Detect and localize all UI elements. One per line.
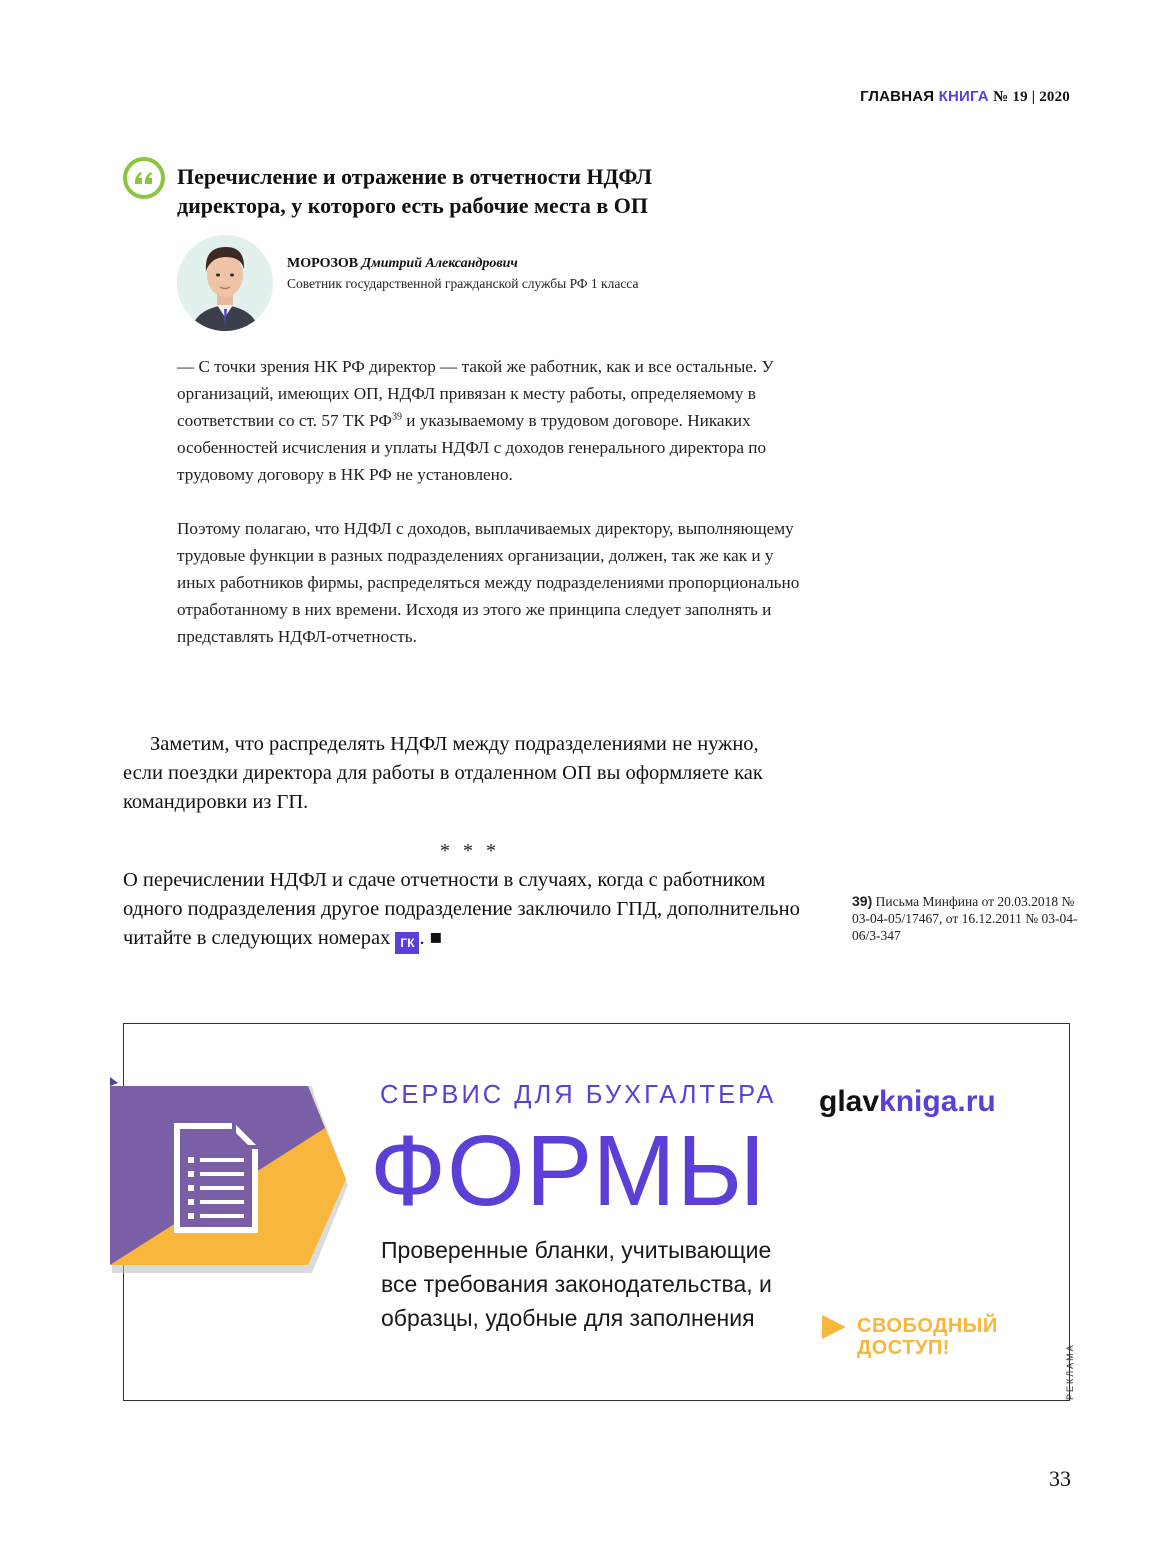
quote-text-a: — С точки зрения НК РФ директор — такой же работник, как и все остальные. У организаций, имеющих ОП, НДФЛ привязан к месту работы, определяемому в соответствии со ст. 57 ТК РФ (177, 357, 774, 430)
author-surname: МОРОЗОВ (287, 256, 359, 271)
author-position: Советник государственной гражданской службы РФ 1 класса (287, 276, 639, 291)
site-part-glav: glav (819, 1085, 880, 1118)
document-graphic (108, 1073, 353, 1273)
brand-glavnaya: ГЛАВНАЯ (860, 88, 935, 105)
quote-text-b: и указываемому в трудовом договоре. Никаких особенностей исчисления и уплаты НДФЛ с доходов генерального директора по трудовому договору в НК РФ не установлено. (177, 411, 767, 484)
cta-line-2: ДОСТУП! (857, 1337, 950, 1359)
expert-quote (177, 353, 802, 677)
site-link[interactable] (819, 1085, 996, 1119)
page-number: 33 (1049, 1466, 1071, 1491)
ad-headline: ФОРМЫ (370, 1115, 767, 1227)
issue-number: № 19 | 2020 (993, 89, 1070, 105)
author-given-name: Дмитрий Александрович (361, 256, 518, 271)
running-header (860, 88, 1070, 106)
body-paragraph-2 (123, 866, 803, 954)
site-part-kniga: kniga.ru (879, 1085, 996, 1118)
play-arrow-icon (820, 1313, 848, 1341)
end-mark: . ■ (419, 927, 443, 949)
gk-badge: ГК (395, 932, 419, 954)
author-photo (177, 235, 273, 331)
cta-line-1: СВОБОДНЫЙ (857, 1315, 998, 1337)
body-paragraph-1: Заметим, что распределять НДФЛ между подразделениями не нужно, если поездки директора для работы в отдаленном ОП вы оформляете как командировки из ГП. (123, 733, 763, 813)
separator: * * * (440, 840, 500, 862)
footnote (852, 893, 1082, 944)
ad-label: РЕКЛАМА (1065, 1343, 1075, 1400)
quote-paragraph-1 (177, 353, 802, 488)
brand-kniga: КНИГА (938, 88, 989, 105)
footnote-ref: 39 (391, 411, 402, 423)
author-name (287, 256, 518, 272)
body-paragraph-2-text: О перечислении НДФЛ и сдаче отчетности в случаях, когда с работником одного подразделения другое подразделение заключило ГПД, дополнительно читайте в следующих номерах (123, 869, 800, 949)
quote-icon (122, 156, 166, 200)
document-icon (174, 1123, 258, 1233)
ad-description: Проверенные бланки, учитывающие все требования законодательства, и образцы, удобные для заполнения (381, 1237, 772, 1331)
footnote-number: 39) (852, 893, 873, 909)
ad-subtitle: СЕРВИС ДЛЯ БУХГАЛТЕРА (380, 1081, 777, 1109)
section-title: Перечисление и отражение в отчетности НДФЛ директора, у которого есть рабочие места в ОП (177, 164, 653, 218)
quote-paragraph-2: Поэтому полагаю, что НДФЛ с доходов, выплачиваемых директору, выполняющему трудовые функции в разных подразделениях организации, должен, так же как и у иных работников фирмы, распределяться между подразделениями пропорционально отработанному в них времени. Исходя из этого же принципа следует заполнять и представлять НДФЛ-отчетность. (177, 519, 800, 646)
footnote-text: Письма Минфина от 20.03.2018 № 03-04-05/17467, от 16.12.2011 № 03-04-06/3-347 (852, 894, 1078, 943)
free-access-cta[interactable] (857, 1315, 998, 1359)
